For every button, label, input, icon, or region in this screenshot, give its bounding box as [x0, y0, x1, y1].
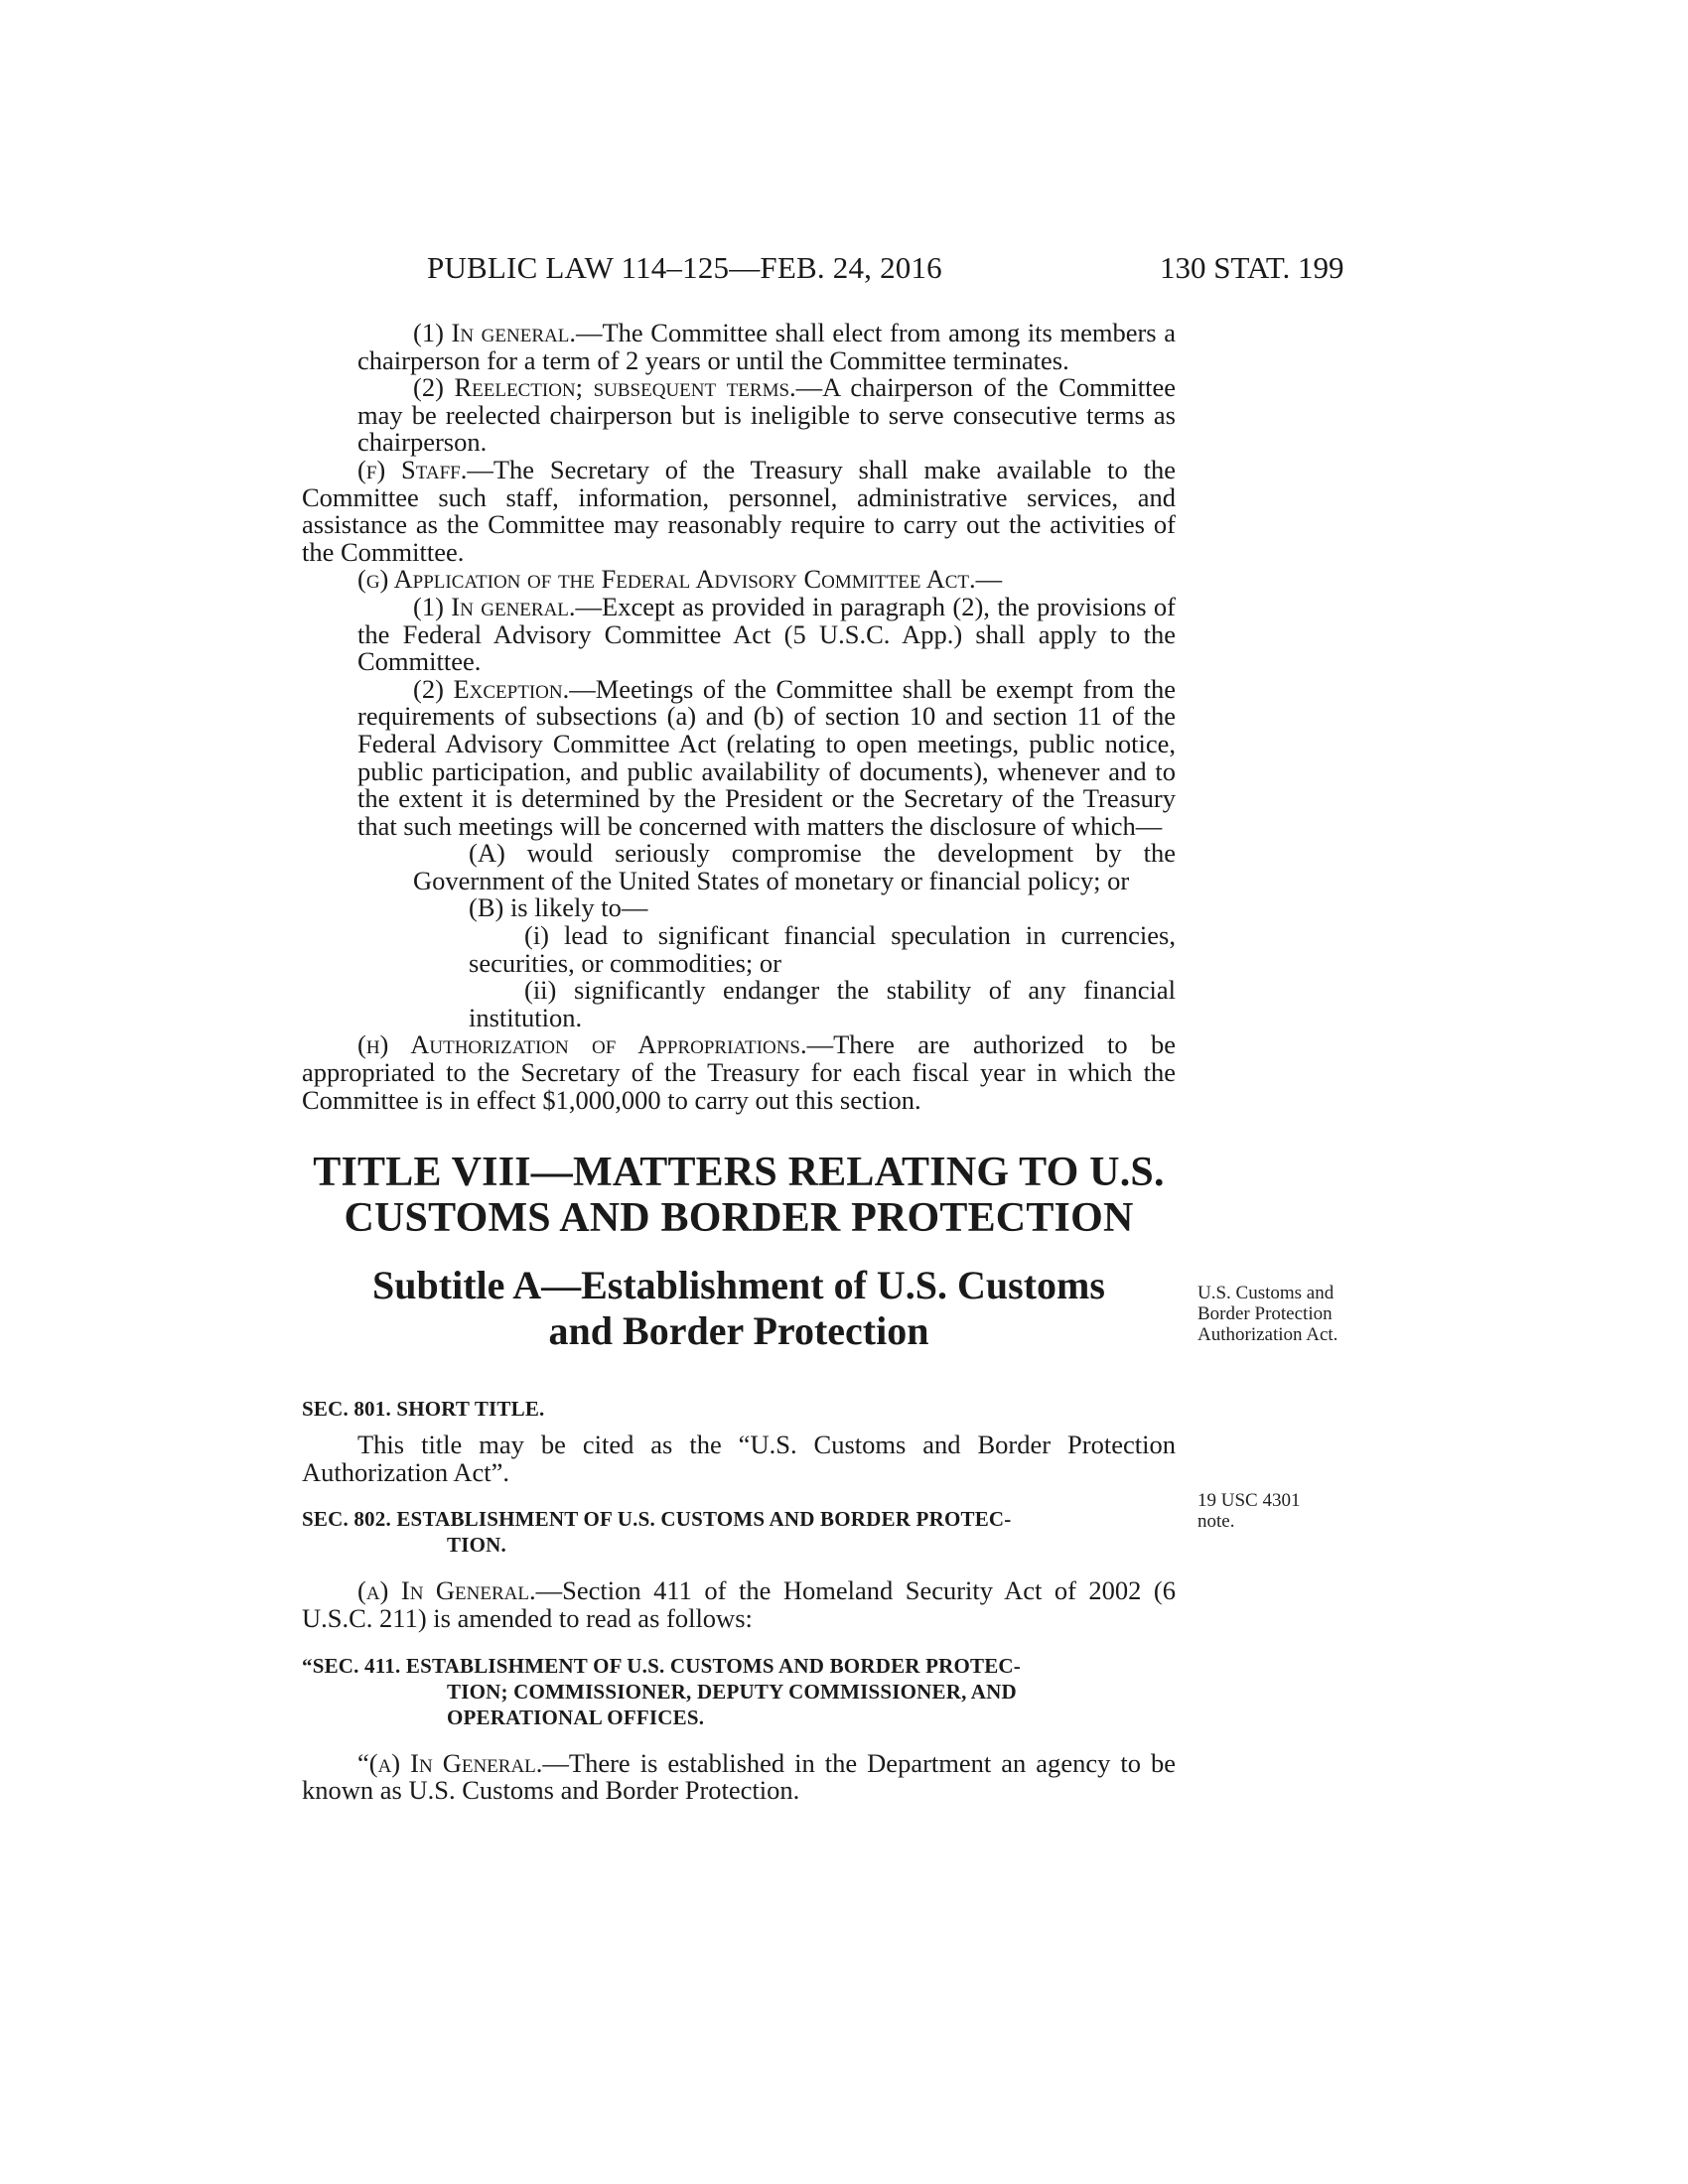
paragraph-label: (1) In general.	[413, 318, 576, 347]
paragraph-g2	[302, 673, 1176, 841]
paragraph-text: —A chairperson of the Committee may be reelected chairperson but is ineligible to serve consecutive terms as chairperson.	[357, 372, 1177, 458]
paragraph-f	[302, 454, 1176, 567]
subtitle-line: Subtitle A—Establishment of U.S. Customs	[372, 1263, 1105, 1308]
section-411-heading	[302, 1653, 1176, 1730]
paragraph-label: (h) Authorization of Appropriations.	[357, 1029, 807, 1060]
section-802-a	[302, 1577, 1176, 1632]
paragraph-gA: (A) would seriously compromise the development by the Government of the United States of monetary or financial policy; or	[413, 838, 1176, 895]
section-801-text: This title may be cited as the “U.S. Customs and Border Protection Authorization Act”.	[302, 1430, 1176, 1487]
paragraph-text: —Meetings of the Committee shall be exempt from the requirements of subsections (a) and (b) of section 10 and section 11 of the Federal Advisory Committee Act (relating to open meetings, public notice, public participation, and public availability of documents), whenever and to the extent it is determined by the President or the Secretary of the Treasury that such meetings will be concerned with matters the disclosure of which—	[357, 673, 1176, 841]
paragraph-text: —Section 411 of the Homeland Security Act of 2002 (6 U.S.C. 211) is amended to read as follows:	[302, 1575, 1176, 1633]
paragraph-g1	[302, 591, 1177, 677]
paragraph-label: (a) In General.	[357, 1575, 536, 1606]
paragraph-h	[302, 1031, 1176, 1114]
margin-note-act-name: U.S. Customs and Border Protection Authorization Act.	[1197, 1283, 1338, 1345]
paragraph-gBii: (ii) significantly endanger the stability of any financial institution.	[469, 975, 1176, 1032]
paragraph-label: (2) Exception.	[413, 673, 570, 704]
title-line: TITLE VIII—MATTERS RELATING TO U.S.	[313, 1150, 1165, 1196]
paragraph-e1	[302, 320, 1176, 374]
main-text-column	[302, 320, 1176, 1805]
section-802-heading	[302, 1506, 1176, 1558]
paragraph-text: —Except as provided in paragraph (2), the provisions of the Federal Advisory Committee Act (5 U.S.C. App.) shall apply to the Committee.	[357, 591, 1177, 677]
paragraph-label: (f) Staff.	[357, 454, 468, 484]
heading-line: OPERATIONAL OFFICES.	[447, 1705, 705, 1729]
paragraph-gB: (B) is likely to—	[469, 892, 648, 923]
paragraph-e2	[302, 374, 1176, 457]
heading-line: SEC. 802. ESTABLISHMENT OF U.S. CUSTOMS AND BORDER PROTEC-	[302, 1507, 1012, 1532]
paragraph-text: —There is established in the Department an agency to be known as U.S. Customs and Border Protection.	[302, 1747, 1176, 1806]
title-heading	[302, 1150, 1176, 1241]
paragraph-label: (2) Reelection; subsequent terms.	[413, 372, 796, 403]
heading-line: TION; COMMISSIONER, DEPUTY COMMISSIONER, AND	[447, 1679, 1017, 1704]
paragraph-text: —There are authorized to be appropriated to the Secretary of the Treasury for each fiscal year in which the Committee is in effect $1,000,000 to carry out this section.	[302, 1029, 1176, 1115]
running-header-title: PUBLIC LAW 114–125—FEB. 24, 2016	[427, 250, 942, 285]
paragraph-label: (1) In general.	[413, 591, 576, 621]
paragraph-label: “(a) In General.	[357, 1747, 543, 1778]
margin-note-usc-citation: 19 USC 4301 note.	[1197, 1490, 1301, 1532]
paragraph-text: —The Committee shall elect from among its members a chairperson for a term of 2 years or until the Committee terminates.	[357, 318, 1176, 375]
paragraph-text: —The Secretary of the Treasury shall make available to the Committee such staff, information, personnel, administrative services, and assistance as the Committee may reasonably require to carry out the activities of the Committee.	[302, 454, 1176, 567]
section-801-heading: SEC. 801. SHORT TITLE.	[302, 1397, 545, 1422]
paragraph-g	[302, 566, 1176, 594]
running-header-page: 130 STAT. 199	[1160, 250, 1344, 285]
section-411-a	[302, 1747, 1176, 1806]
heading-line: “SEC. 411. ESTABLISHMENT OF U.S. CUSTOMS AND BORDER PROTEC-	[302, 1653, 1021, 1678]
paragraph-gBi: (i) lead to significant financial speculation in currencies, securities, or commodities; or	[469, 920, 1176, 978]
title-line: CUSTOMS AND BORDER PROTECTION	[344, 1195, 1134, 1242]
paragraph-label: (g) Application of the Federal Advisory Committee Act.	[357, 564, 976, 595]
subtitle-heading	[302, 1263, 1176, 1354]
paragraph-text: —	[975, 564, 1003, 595]
subtitle-line: and Border Protection	[548, 1308, 929, 1354]
heading-line: TION.	[447, 1533, 506, 1558]
